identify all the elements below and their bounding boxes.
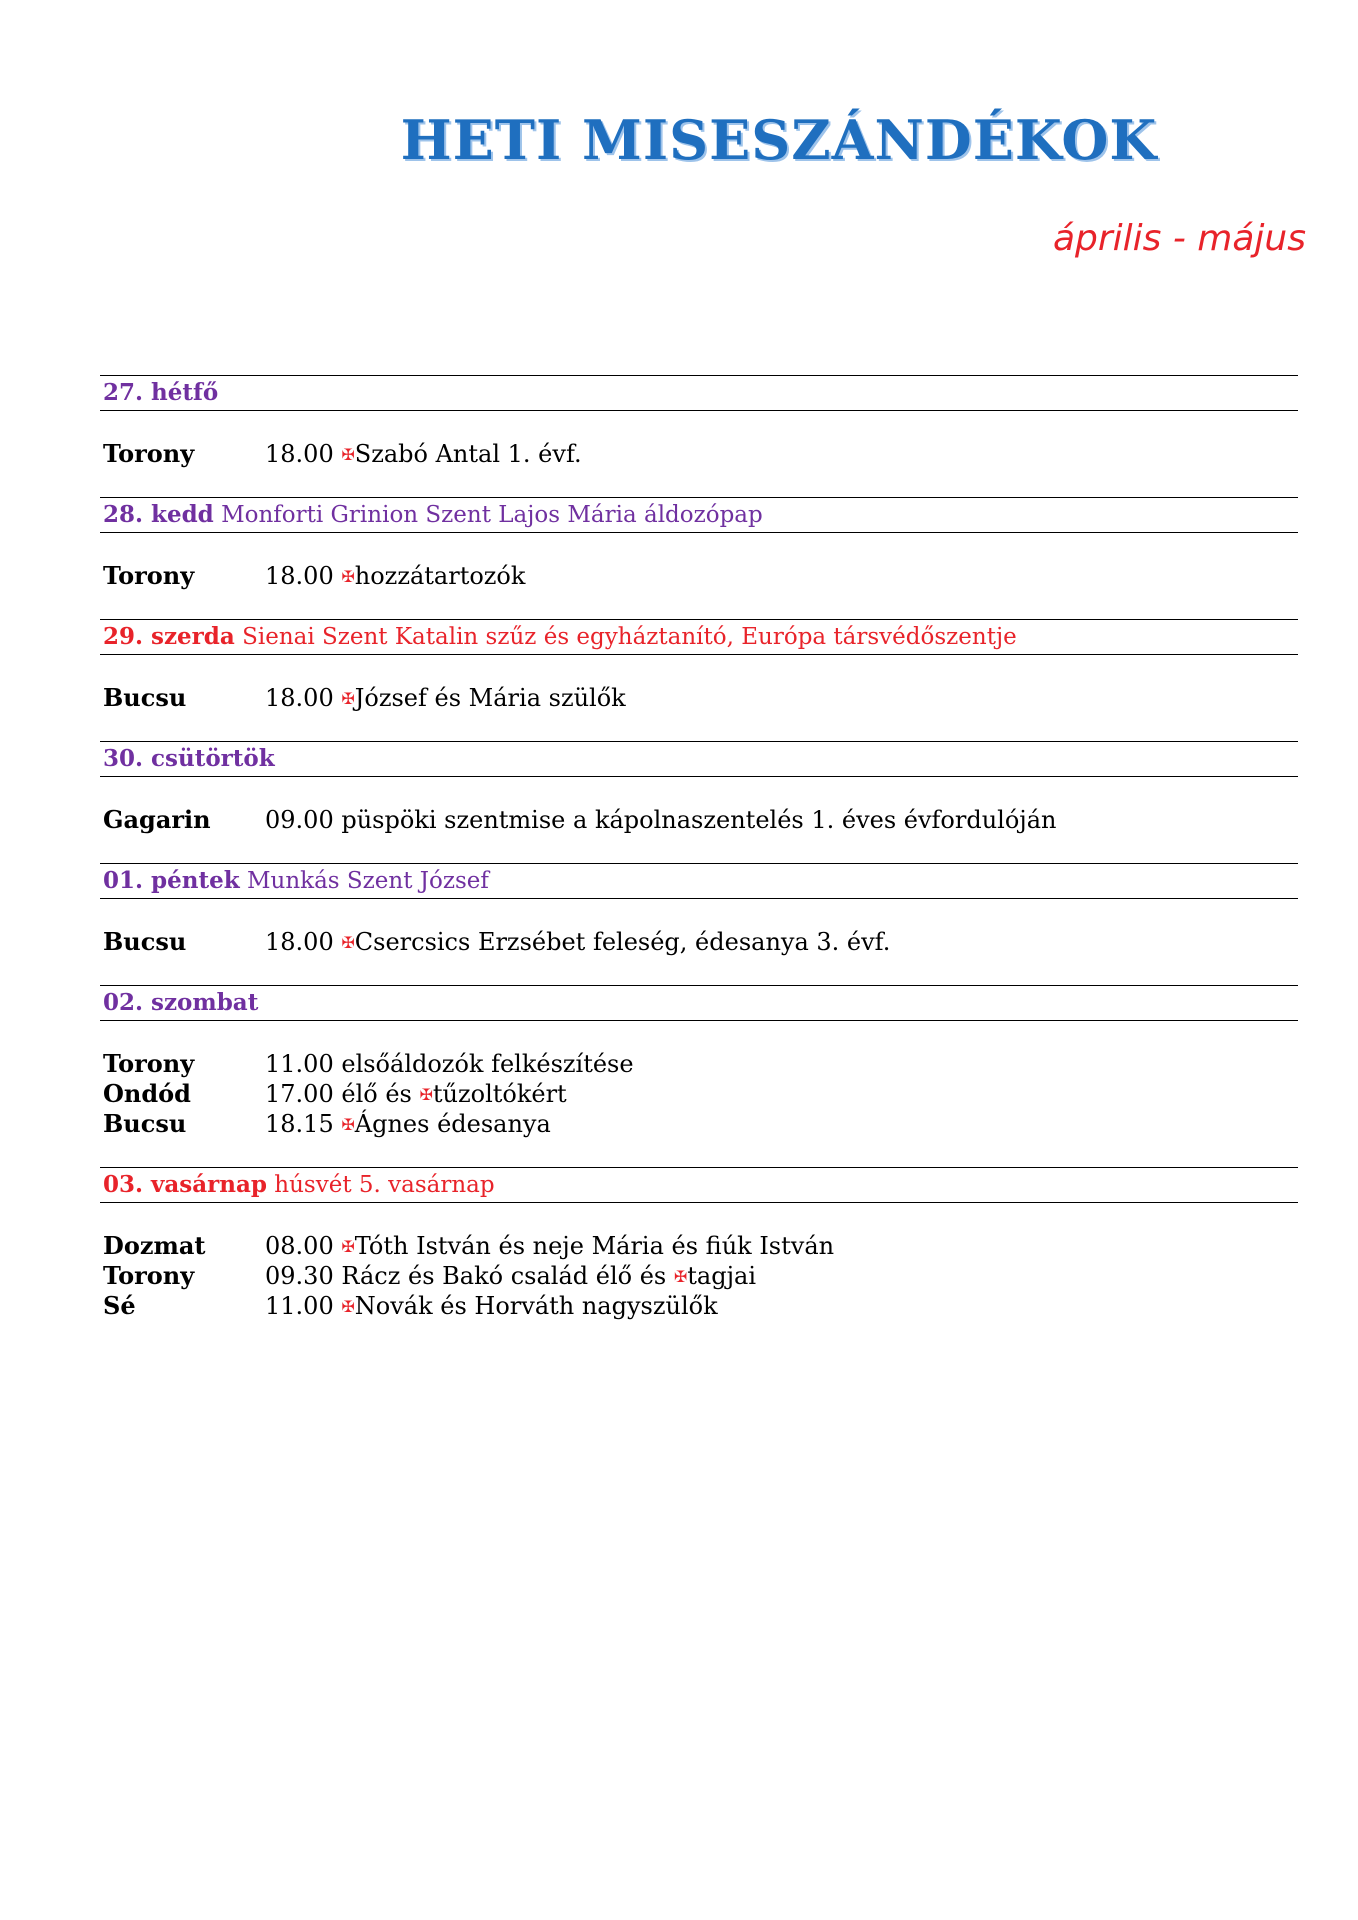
mass-time: 09.30 (265, 1262, 334, 1290)
day-section (100, 1167, 1298, 1349)
mass-entries (100, 655, 1298, 741)
memorial-cross-icon: ✠ (341, 567, 355, 586)
location: Bucsu (103, 1109, 187, 1138)
intention-text: élő és (341, 1080, 420, 1108)
mass-entries (100, 777, 1298, 863)
mass-time: 11.00 (265, 1050, 334, 1078)
page-title: HETI MISESZÁNDÉKOK (400, 108, 1158, 172)
intention-text: Rácz és Bakó család élő és (341, 1262, 674, 1290)
intention (265, 1261, 756, 1291)
memorial-cross-icon: ✠ (341, 1297, 355, 1316)
location: Ondód (103, 1079, 191, 1108)
location: Torony (103, 1261, 195, 1290)
day-label: 29. szerda (103, 623, 235, 650)
day-label: 03. vasárnap (103, 1171, 267, 1198)
intention (265, 1291, 718, 1321)
day-header (100, 863, 1298, 899)
intention (265, 683, 626, 713)
mass-time: 11.00 (265, 1292, 334, 1320)
intention-text: hozzátartozók (354, 562, 526, 590)
day-header (100, 741, 1298, 777)
mass-entries (100, 1021, 1298, 1167)
mass-entries (100, 533, 1298, 619)
intention (265, 439, 582, 469)
intention-text: püspöki szentmise a kápolnaszentelés 1. éves évfordulóján (341, 806, 1057, 834)
mass-time: 08.00 (265, 1232, 334, 1260)
mass-time: 17.00 (265, 1080, 334, 1108)
mass-time: 18.00 (265, 928, 334, 956)
intention-text: József és Mária szülők (354, 684, 626, 712)
day-section (100, 985, 1298, 1167)
intention (265, 561, 525, 591)
mass-entry (100, 439, 1298, 469)
location: Torony (103, 1049, 195, 1078)
day-label: 27. hétfő (103, 379, 219, 406)
mass-entries (100, 411, 1298, 497)
mass-entry (100, 927, 1298, 957)
mass-entry (100, 1291, 1298, 1321)
mass-schedule (100, 375, 1298, 1349)
mass-entries (100, 899, 1298, 985)
mass-entry (100, 1231, 1298, 1261)
intention-text: tűzoltókért (432, 1080, 567, 1108)
intention-text: Szabó Antal 1. évf. (354, 440, 582, 468)
memorial-cross-icon: ✠ (341, 445, 355, 464)
day-header (100, 985, 1298, 1021)
intention-text: Novák és Horváth nagyszülők (354, 1292, 718, 1320)
mass-entry (100, 1261, 1298, 1291)
intention-text: elsőáldozók felkészítése (341, 1050, 634, 1078)
mass-time: 18.00 (265, 440, 334, 468)
page-subtitle: április - május (1052, 218, 1306, 259)
day-label: 01. péntek (103, 867, 240, 894)
mass-time: 09.00 (265, 806, 334, 834)
feast-name: Sienai Szent Katalin szűz és egyháztanító, Európa társvédőszentje (242, 624, 1017, 650)
location: Torony (103, 439, 195, 468)
day-label: 30. csütörtök (103, 745, 275, 772)
memorial-cross-icon: ✠ (419, 1085, 433, 1104)
day-section (100, 375, 1298, 497)
intention-text: Ágnes édesanya (354, 1110, 551, 1138)
intention (265, 1109, 551, 1139)
day-header (100, 497, 1298, 533)
feast-name: húsvét 5. vasárnap (274, 1172, 495, 1198)
location: Bucsu (103, 927, 187, 956)
mass-time: 18.15 (265, 1110, 334, 1138)
mass-entry (100, 805, 1298, 835)
mass-time: 18.00 (265, 684, 334, 712)
memorial-cross-icon: ✠ (341, 933, 355, 952)
intention (265, 1231, 834, 1261)
intention (265, 1079, 567, 1109)
location: Bucsu (103, 683, 187, 712)
mass-entry (100, 561, 1298, 591)
day-section (100, 619, 1298, 741)
intention-text: Csercsics Erzsébet feleség, édesanya 3. évf. (354, 928, 891, 956)
memorial-cross-icon: ✠ (341, 689, 355, 708)
intention (265, 927, 890, 957)
location: Dozmat (103, 1231, 206, 1260)
feast-name: Monforti Grinion Szent Lajos Mária áldozópap (221, 502, 763, 528)
mass-entry (100, 1079, 1298, 1109)
day-label: 02. szombat (103, 989, 259, 1016)
intention-text: tagjai (687, 1262, 757, 1290)
day-header (100, 619, 1298, 655)
mass-entries (100, 1203, 1298, 1349)
mass-entry (100, 1109, 1298, 1139)
day-section (100, 863, 1298, 985)
memorial-cross-icon: ✠ (673, 1267, 688, 1286)
mass-entry (100, 1049, 1298, 1079)
location: Sé (103, 1291, 136, 1320)
intention (265, 1049, 634, 1079)
location: Torony (103, 561, 195, 590)
day-header (100, 1167, 1298, 1203)
day-label: 28. kedd (103, 501, 214, 528)
memorial-cross-icon: ✠ (341, 1237, 355, 1256)
mass-time: 18.00 (265, 562, 334, 590)
day-section (100, 741, 1298, 863)
feast-name: Munkás Szent József (246, 868, 489, 894)
mass-entry (100, 683, 1298, 713)
memorial-cross-icon: ✠ (341, 1115, 355, 1134)
day-section (100, 497, 1298, 619)
intention-text: Tóth István és neje Mária és fiúk István (354, 1232, 835, 1260)
day-header (100, 375, 1298, 411)
intention (265, 805, 1057, 835)
location: Gagarin (103, 805, 211, 834)
